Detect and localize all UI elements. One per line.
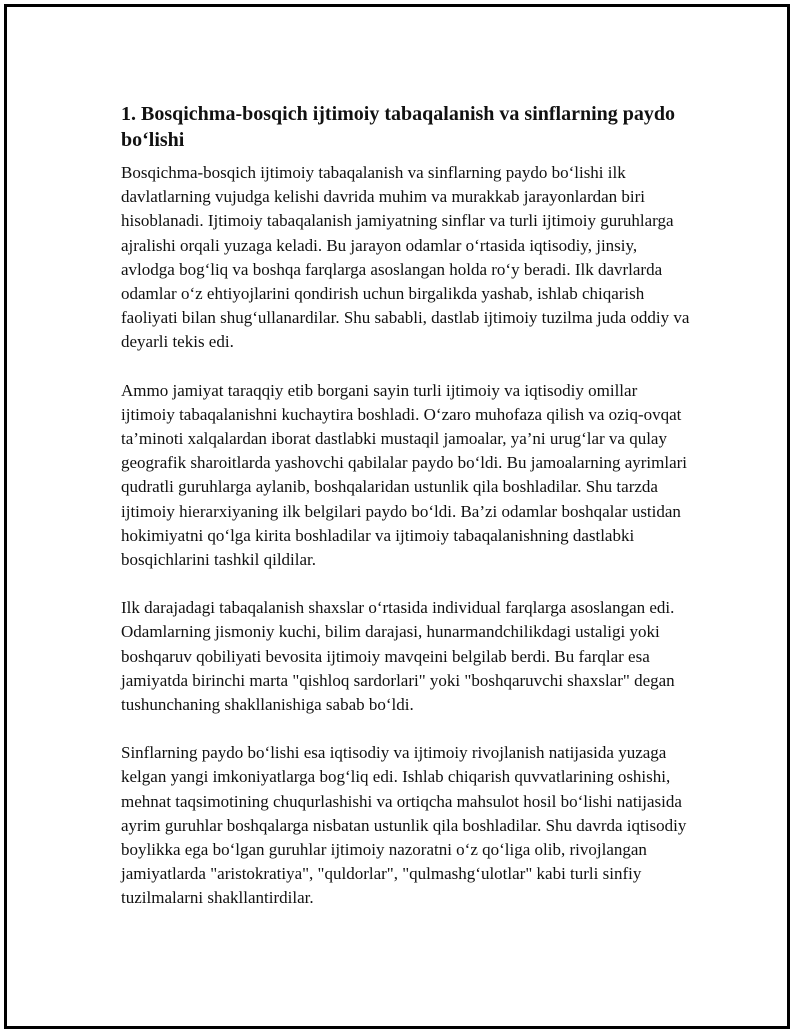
page-frame [4, 4, 790, 1029]
document-body [121, 101, 693, 911]
paragraph-4: Sinflarning paydo bo‘lishi esa iqtisodiy va ijtimoiy rivojlanish natijasida yuzaga kelgan yangi imkoniyatlarga bog‘liq edi. Ishlab chiqarish quvvatlarining oshishi, mehnat taqsimotining chuqurlashishi va ortiqcha mahsulot hosil bo‘lishi natijasida ayrim guruhlar boshqalarga nisbatan ustunlik qila boshladilar. Shu davrda iqtisodiy boylikka ega bo‘lgan guruhlar ijtimoiy nazoratni o‘z qo‘liga olib, rivojlangan jamiyatlarda "aristokratiya", "quldorlar", "qulmashg‘ulotlar" kabi turli sinfiy tuzilmalarni shakllantirdilar. [121, 743, 687, 908]
paragraph-1: Bosqichma-bosqich ijtimoiy tabaqalanish va sinflarning paydo bo‘lishi ilk davlatlarning vujudga kelishi davrida muhim va murakkab jarayonlardan biri hisoblanadi. Ijtimoiy tabaqalanish jamiyatning sinflar va turli ijtimoiy guruhlarga ajralishi orqali yuzaga keladi. Bu jarayon odamlar o‘rtasida iqtisodiy, jinsiy, avlodga bog‘liq va boshqa farqlarga asoslangan holda ro‘y beradi. Ilk davrlarda odamlar o‘z ehtiyojlarini qondirish uchun birgalikda yashab, ishlab chiqarish faoliyati bilan shug‘ullanardilar. Shu sababli, dastlab ijtimoiy tuzilma juda oddiy va deyarli tekis edi. [121, 163, 690, 352]
section-heading: 1. Bosqichma-bosqich ijtimoiy tabaqalanish va sinflarning paydo bo‘lishi [121, 103, 676, 151]
paragraph-3: Ilk darajadagi tabaqalanish shaxslar o‘rtasida individual farqlarga asoslangan edi. Odamlarning jismoniy kuchi, bilim darajasi, hunarmandchilikdagi ustaligi yoki boshqaruv qobiliyati bevosita ijtimoiy mavqeini belgilab berdi. Bu farqlar esa jamiyatda birinchi marta "qishloq sardorlari" yoki "boshqaruvchi shaxslar" degan tushunchaning shakllanishiga sabab bo‘ldi. [121, 598, 675, 715]
paragraph-2: Ammo jamiyat taraqqiy etib borgani sayin turli ijtimoiy va iqtisodiy omillar ijtimoiy tabaqalanishni kuchaytira boshladi. O‘zaro muhofaza qilish va oziq-ovqat ta’minoti xalqalardan iborat dastlabki mustaqil jamoalar, ya’ni urug‘lar va qulay geografik sharoitlarda yashovchi qabilalar paydo bo‘ldi. Bu jamoalarning ayrimlari qudratli guruhlarga aylanib, boshqalaridan ustunlik qila boshladilar. Shu tarzda ijtimoiy hierarxiyaning ilk belgilari paydo bo‘ldi. Ba’zi odamlar boshqalar ustidan hokimiyatni qo‘lga kirita boshladilar va ijtimoiy tabaqalanishning dastlabki bosqichlarini tashkil qildilar. [121, 380, 688, 570]
